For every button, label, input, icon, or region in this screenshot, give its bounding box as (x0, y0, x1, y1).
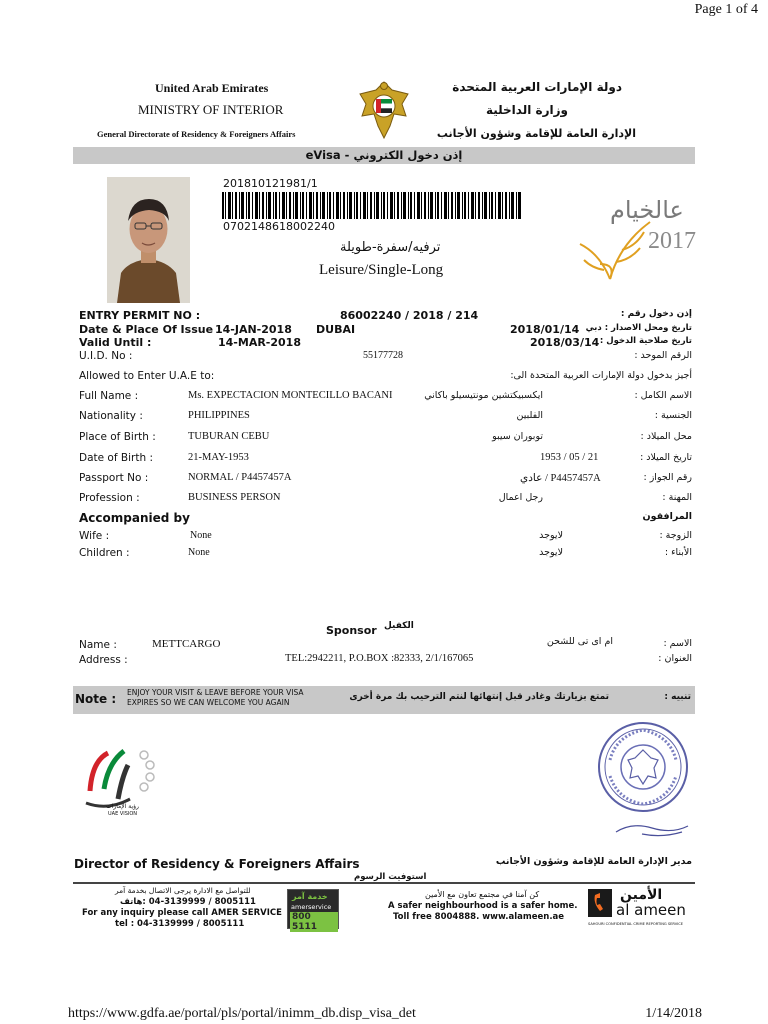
director-en: Director of Residency & Foreigners Affairs (74, 857, 360, 871)
ameen-en-line2: Toll free 8004888. www.alameen.ae (393, 912, 565, 922)
birth-date-label-ar: تاريخ الميلاد : (640, 452, 692, 463)
profession-value-ar: رجل اعمال (498, 492, 543, 503)
passport-value-ar: P4457457A / عادي (520, 473, 601, 484)
amer-logo-en: amerservice (291, 903, 332, 911)
detail-row (0, 408, 768, 428)
page-indicator: Page 1 of 4 (694, 2, 758, 17)
entry-permit-value: 86002240 / 2018 / 214 (340, 309, 479, 322)
allowed-label: Allowed to Enter U.A.E to: (79, 370, 215, 382)
uid-value: 55177728 (363, 350, 403, 361)
detail-row (0, 450, 768, 470)
nationality-value-ar: الفلبين (516, 410, 543, 421)
full-name-value-ar: ايكسبيكتشين مونتيسيلو باكاني (424, 390, 543, 401)
profession-value: BUSINESS PERSON (188, 492, 281, 503)
ameen-logo-en: al ameen (616, 901, 686, 919)
director-ar: مدير الإدارة العامة للإقامة وشؤون الأجانب (495, 856, 692, 867)
sponsor-name-value-ar: ام اى تى للشحن (546, 636, 613, 647)
full-name-label-ar: الاسم الكامل : (634, 390, 692, 401)
note-bar (73, 686, 695, 714)
sponsor-address-label: Address : (79, 654, 128, 666)
ameen-logo-ar: الأمين (620, 887, 663, 903)
valid-date-ar: 2018/03/14 (530, 336, 600, 349)
detail-row (0, 470, 768, 490)
wife-label: Wife : (79, 530, 110, 542)
passport-value: NORMAL / P4457457A (188, 472, 292, 483)
header-ar-directorate: الإدارة العامة للإقامة وشؤون الأجانب (436, 127, 636, 140)
profession-label-ar: المهنة : (662, 492, 692, 503)
amer-tel: tel : 04-3139999 / 8005111 (115, 919, 245, 929)
header-ar-ministry: وزارة الداخلية (485, 103, 568, 117)
wife-label-ar: الزوجة : (659, 530, 692, 541)
header-en-directorate: General Directorate of Residency & Foreigners Affairs (97, 129, 296, 139)
full-name-value: Ms. EXPECTACION MONTECILLO BACANI (188, 390, 393, 401)
barcode-number: 0702148618002240 (223, 220, 335, 233)
issue-date-ar: 2018/01/14 (510, 323, 580, 336)
nationality-label: Nationality : (79, 410, 143, 422)
valid-date: 14-MAR-2018 (218, 336, 301, 349)
valid-label: Valid Until : (79, 336, 152, 349)
sponsor-name-value: METTCARGO (152, 638, 221, 650)
amer-phone-ar: 8005111 / 04-3139999 :هاتف (120, 897, 256, 907)
accompanied-title-ar: المرافقون (642, 511, 692, 522)
person-details (0, 388, 768, 512)
barcode (222, 192, 521, 219)
ameen-ar: كن آمنا في مجتمع تعاون مع الأمين (425, 890, 540, 899)
sponsor-title: Sponsor (326, 624, 377, 637)
note-label-ar: تنبيه : (664, 692, 691, 702)
issue-label: Date & Place Of Issue : (79, 323, 222, 336)
phone-icon (588, 889, 612, 917)
official-stamp (596, 720, 690, 814)
page-date: 1/14/2018 (645, 1006, 702, 1021)
valid-label-ar: تاريخ صلاحية الدخول : (599, 336, 692, 346)
uid-label-ar: الرقم الموحد : (634, 350, 692, 361)
birth-place-label: Place of Birth : (79, 431, 156, 443)
detail-row (0, 429, 768, 449)
allowed-label-ar: أجيز بدخول دولة الإمارات العربية المتحدة الى: (510, 370, 692, 381)
detail-row (0, 388, 768, 408)
page-url[interactable]: https://www.gdfa.ae/portal/pls/portal/inimm_db.disp_visa_det (68, 1006, 416, 1021)
birth-date-label: Date of Birth : (79, 452, 153, 464)
signature (612, 818, 692, 842)
uae-emblem-icon (356, 78, 412, 142)
amer-logo-ar: خدمة آمر (292, 892, 328, 901)
header-en-country: United Arab Emirates (155, 81, 269, 95)
note-text-ar: تمتع بزيارتك وغادر قبل إنتهائها لنتم الترحيب بك مرة أخرى (349, 692, 609, 702)
children-label-ar: الأبناء : (664, 547, 692, 558)
entry-permit-label: ENTRY PERMIT NO : (79, 309, 201, 322)
children-label: Children : (79, 547, 130, 559)
evisa-title-bar (73, 147, 695, 164)
note-text-line2: EXPIRES SO WE CAN WELCOME YOU AGAIN (127, 698, 290, 707)
sponsor-address-label-ar: العنوان : (658, 653, 692, 664)
visa-ref-number: 201810121981/1 (223, 177, 318, 190)
amer-logo-number: 800 5111 (290, 912, 338, 932)
birth-place-label-ar: محل الميلاد : (640, 431, 692, 442)
birth-place-value-ar: توبوران سيبو (492, 431, 543, 442)
uae-vision-ar: رؤية الإمارات (106, 803, 139, 810)
visa-type-ar: ترفيه/سفرة-طويلة (340, 240, 441, 255)
note-label: Note : (75, 692, 117, 706)
nationality-label-ar: الجنسية : (654, 410, 692, 421)
issue-place: DUBAI (316, 323, 356, 336)
issue-label-ar: تاريخ ومحل الاصدار : دبي (585, 323, 692, 333)
birth-date-value: 21-MAY-1953 (188, 452, 249, 463)
children-value: None (188, 547, 210, 558)
fees-stamp-ar: استوفيت الرسوم (354, 872, 427, 882)
issue-date: 14-JAN-2018 (215, 323, 292, 336)
event-logo (570, 184, 700, 284)
al-ameen-logo (588, 887, 694, 931)
children-value-ar: لايوجد (539, 547, 563, 558)
header-ar-country: دولة الإمارات العربية المتحدة (452, 80, 622, 94)
birth-date-value-ar: 1953 / 05 / 21 (540, 452, 599, 463)
uae-vision-logo (78, 741, 163, 821)
header-en-ministry: MINISTRY OF INTERIOR (138, 102, 284, 117)
wife-value: None (190, 530, 212, 541)
entry-permit-label-ar: إذن دخول رقم : (620, 309, 692, 319)
passport-label-ar: رقم الجواز : (643, 472, 692, 483)
event-logo-text-ar: عالخيام (610, 196, 684, 224)
amer-service-logo (287, 889, 339, 932)
nationality-value: PHILIPPINES (188, 410, 250, 421)
birth-place-value: TUBURAN CEBU (188, 431, 270, 442)
visa-type-en: Leisure/Single-Long (319, 262, 444, 278)
sponsor-address-value: TEL:2942211, P.O.BOX :82333, 2/1/167065 (285, 653, 474, 664)
sponsor-name-label-ar: الاسم : (663, 638, 692, 649)
sponsor-title-ar: الكفيل (384, 621, 414, 631)
passport-label: Passport No : (79, 472, 149, 484)
profession-label: Profession : (79, 492, 140, 504)
detail-row (0, 490, 768, 510)
evisa-title-text: eVisa - إذن دخول الكتروني (305, 148, 463, 162)
accompanied-title: Accompanied by (79, 511, 190, 525)
amer-contact-ar: للتواصل مع الادارة يرجى الاتصال بخدمة آمر (115, 886, 251, 895)
footer-divider (73, 882, 695, 884)
amer-inquiry-en: For any inquiry please call AMER SERVICE (82, 908, 282, 918)
ameen-tagline: SAHOURI CONFIDENTIAL CRIME REPORTING SERVICE (588, 922, 684, 926)
note-text-line1: ENJOY YOUR VISIT & LEAVE BEFORE YOUR VISA (127, 688, 304, 697)
event-logo-year: 2017 (648, 228, 696, 254)
ameen-en-line1: A safer neighbourhood is a safer home. (388, 901, 578, 911)
sponsor-name-label: Name : (79, 639, 117, 651)
full-name-label: Full Name : (79, 390, 139, 402)
uae-vision-caption: UAE VISION (108, 811, 138, 817)
uid-label: U.I.D. No : (79, 350, 133, 362)
wife-value-ar: لايوجد (539, 530, 563, 541)
applicant-photo (107, 177, 190, 303)
